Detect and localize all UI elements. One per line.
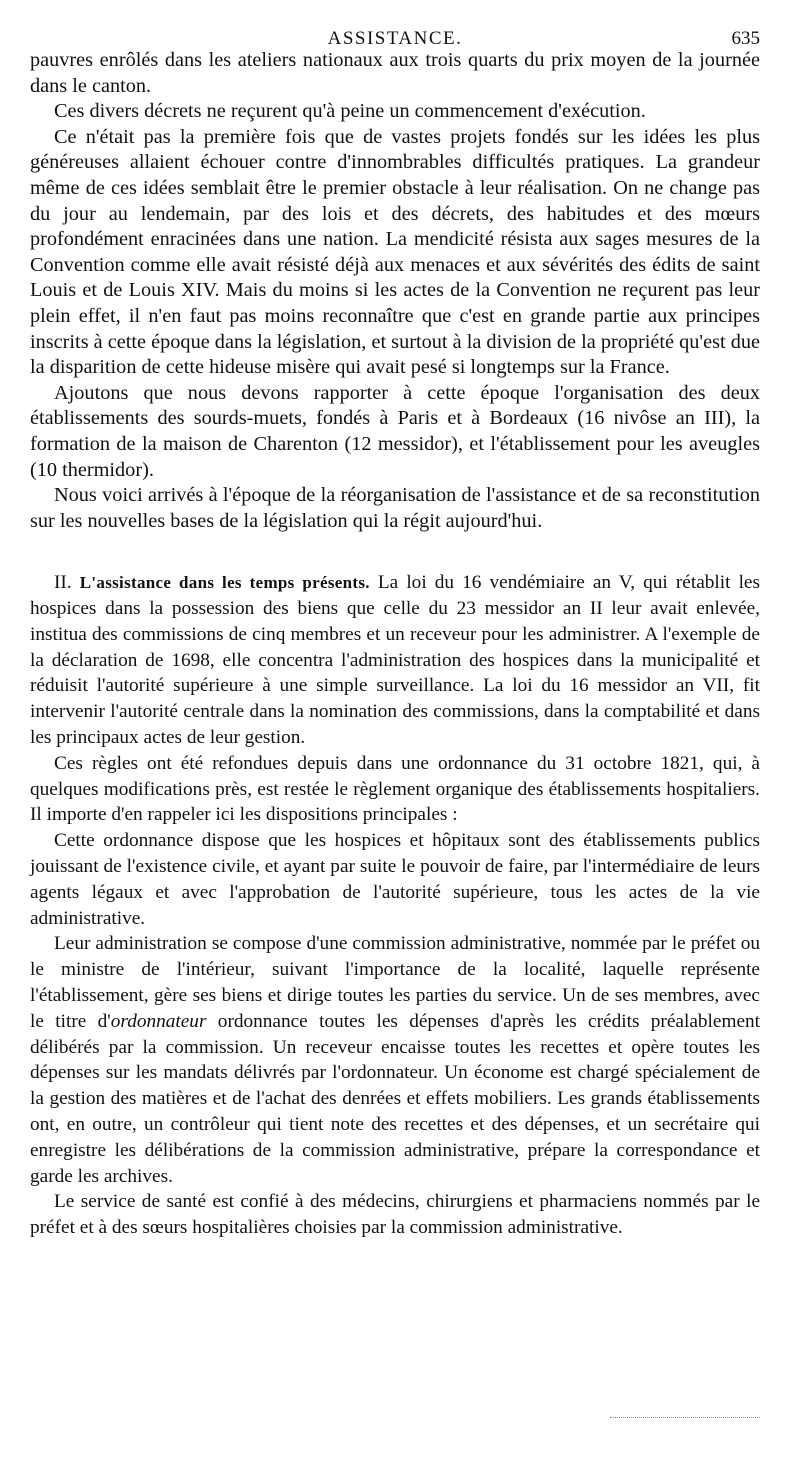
section-lead-text: La loi du 16 vendémiaire an V, qui rétablit les hospices dans la possession des biens que celle du 23 messidor an II leur avait enlevée, institua des commissions de cinq membres et un receveur pour les administrer. A l'exemple de la déclaration de 1698, elle concentra l'administration des hospices dans la municipalité et réduisit l'autorité supérieure à une simple surveillance. La loi du 16 messidor an VII, fit intervenir l'autorité centrale dans la nomination des commissions, dans la comptabilité et dans les principaux actes de leur gestion.	[30, 572, 760, 749]
paragraph-decrees: Ces divers décrets ne reçurent qu'à peine un commencement d'exécution.	[54, 100, 646, 123]
book-page	[30, 0, 760, 1241]
paragraph-reorganisation: Nous voici arrivés à l'époque de la réorganisation de l'assistance et de sa reconstitution sur les nouvelles bases de la législation qui la régit aujourd'hui.	[30, 484, 760, 532]
section-number: II.	[54, 572, 72, 594]
page-header	[30, 0, 760, 48]
paragraph-service-sante: Le service de santé est confié à des médecins, chirurgiens et pharmaciens nommés par le préfet et à des sœurs hospitalières choisies par la commission administrative.	[30, 1191, 760, 1239]
running-head: ASSISTANCE.	[327, 28, 463, 49]
paragraph-continued: pauvres enrôlés dans les ateliers nationaux aux trois quarts du prix moyen de la journée dans le canton.	[30, 49, 760, 97]
paragraph-administration	[30, 931, 760, 1189]
admin-text-start: Leur administration se compose d'une commission administrative, nommée par le préfet ou le ministre de l'intérieur, suivant l'importance de la localité, laquelle représente l'établissement, gère ses biens et dirige toutes les parties du service. Un de ses membres, avec le titre d'	[30, 933, 760, 1032]
page-number: 635	[731, 28, 760, 49]
section-paragraph	[30, 570, 760, 751]
paragraph-ordonnance-1821: Ces règles ont été refondues depuis dans une ordonnance du 31 octobre 1821, qui, à quelques modifications près, est restée le règlement organique des établissements hospitaliers. Il importe d'en rappeler ici les dispositions principales :	[30, 752, 760, 826]
footer-dotted-rule	[610, 1417, 760, 1418]
section-title: L'assistance dans les temps présents.	[79, 573, 370, 593]
paragraph-establishments: Ajoutons que nous devons rapporter à cette époque l'organisation des deux établissements des sourds-muets, fondés à Paris et à Bordeaux (16 nivôse an III), la formation de la maison de Charenton (12 messidor), et l'établissement pour les aveugles (10 thermidor).	[30, 381, 760, 481]
paragraph-etablissements-publics: Cette ordonnance dispose que les hospices et hôpitaux sont des établissements publics jouissant de l'existence civile, et ayant par suite le pouvoir de faire, par l'intermédiaire de leurs agents légaux et avec l'approbation de l'autorité supérieure, tous les actes de la vie administrative.	[30, 830, 760, 929]
admin-text-end: ordonnance toutes les dépenses d'après les crédits préalablement délibérés par la commission. Un receveur encaisse toutes les recettes et opère toutes les dépenses sur les mandats délivrés par l'ordonnateur. Un économe est chargé spécialement de la gestion des matières et de l'achat des denrées et effets mobiliers. Les grands établissements ont, en outre, un contrôleur qui tient note des recettes et des dépenses, et un secrétaire qui enregistre les délibérations de la commission administrative, prépare la correspondance et garde les archives.	[30, 1010, 760, 1187]
paragraph-convention: Ce n'était pas la première fois que de vastes projets fondés sur les idées les plus généreuses allaient échouer contre d'innombrables difficultés pratiques. La grandeur même de ces idées semblait être le premier obstacle à leur réalisation. On ne change pas du jour au lendemain, par des lois et des décrets, des habitudes et des mœurs profondément enracinées dans une nation. La mendicité résista aux sages mesures de la Convention comme elle avait résisté déjà aux menaces et aux sévérités des édits de saint Louis et de Louis XIV. Mais du moins si les actes de la Convention ne reçurent pas leur plein effet, il n'en faut pas moins reconnaître que c'est en grande partie aux principes inscrits à cette époque dans la législation, et surtout à la division de la propriété qu'est due la disparition de cette hideuse misère qui avait pesé si longtemps sur la France.	[30, 125, 760, 379]
ordonnateur-term: ordonnateur	[110, 1010, 207, 1032]
